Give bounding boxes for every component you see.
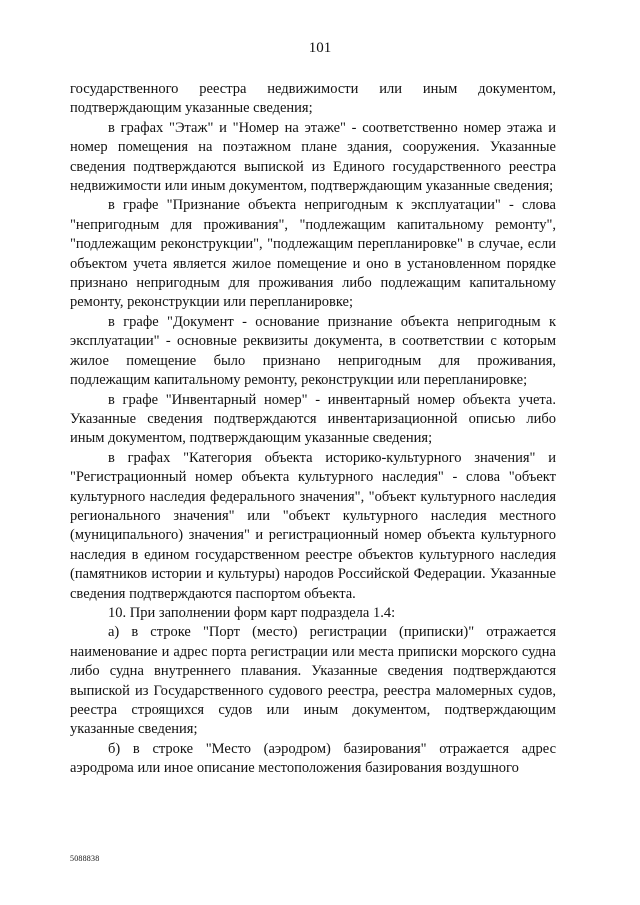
paragraph: в графе "Документ - основание признание объекта непригодным к эксплуатации" - основные реквизиты документа, в соответствии с которым жилое помещение было признано непригодным для проживания, подлежащим капитальному ремонту, реконструкции или перепланировке; — [70, 313, 556, 389]
document-body — [70, 80, 556, 779]
paragraph: б) в строке "Место (аэродром) базирования" отражается адрес аэродрома или иное описание местоположения базирования воздушного — [70, 740, 556, 777]
document-id: 5088838 — [70, 854, 100, 863]
page-number: 101 — [308, 40, 332, 56]
paragraph: 10. При заполнении форм карт подраздела 1.4: — [108, 604, 396, 621]
paragraph: в графе "Инвентарный номер" - инвентарный номер объекта учета. Указанные сведения подтверждаются инвентаризационной описью либо иным документом, подтверждающим указанные сведения; — [70, 391, 556, 447]
paragraph: государственного реестра недвижимости или иным документом, подтверждающим указанные сведения; — [70, 81, 556, 117]
paragraph: а) в строке "Порт (место) регистрации (приписки)" отражается наименование и адрес порта регистрации или места приписки морского судна либо судна внутреннего плавания. Указанные сведения подтверждаются выпиской из Государственного судового реестра, реестра маломерных судов, реестра строящихся судов или иным документом, подтверждающим указанные сведения; — [70, 624, 556, 738]
paragraph: в графах "Категория объекта историко-культурного значения" и "Регистрационный номер объекта культурного наследия" - слова "объект культурного наследия федерального значения", "объект культурного наследия регионального значения" или "объект культурного наследия местного (муниципального) значения" и регистрационный номер объекта культурного наследия в едином государственном реестре объектов культурного наследия (памятников истории и культуры) народов Российской Федерации. Указанные сведения подтверждаются паспортом объекта. — [70, 449, 556, 602]
paragraph: в графе "Признание объекта непригодным к эксплуатации" - слова "непригодным для проживания", "подлежащим капитальному ремонту", "подлежащим реконструкции", "подлежащим перепланировке" в случае, если объектом учета является жилое помещение и оно в установленном порядке признано непригодным для проживания либо подлежащим капитальному ремонту, реконструкции или перепланировке; — [70, 197, 556, 311]
paragraph: в графах "Этаж" и "Номер на этаже" - соответственно номер этажа и номер помещения на поэтажном плане здания, сооружения. Указанные сведения подтверждаются выпиской из Единого государственного реестра недвижимости или иным документом, подтверждающим указанные сведения; — [70, 119, 556, 195]
